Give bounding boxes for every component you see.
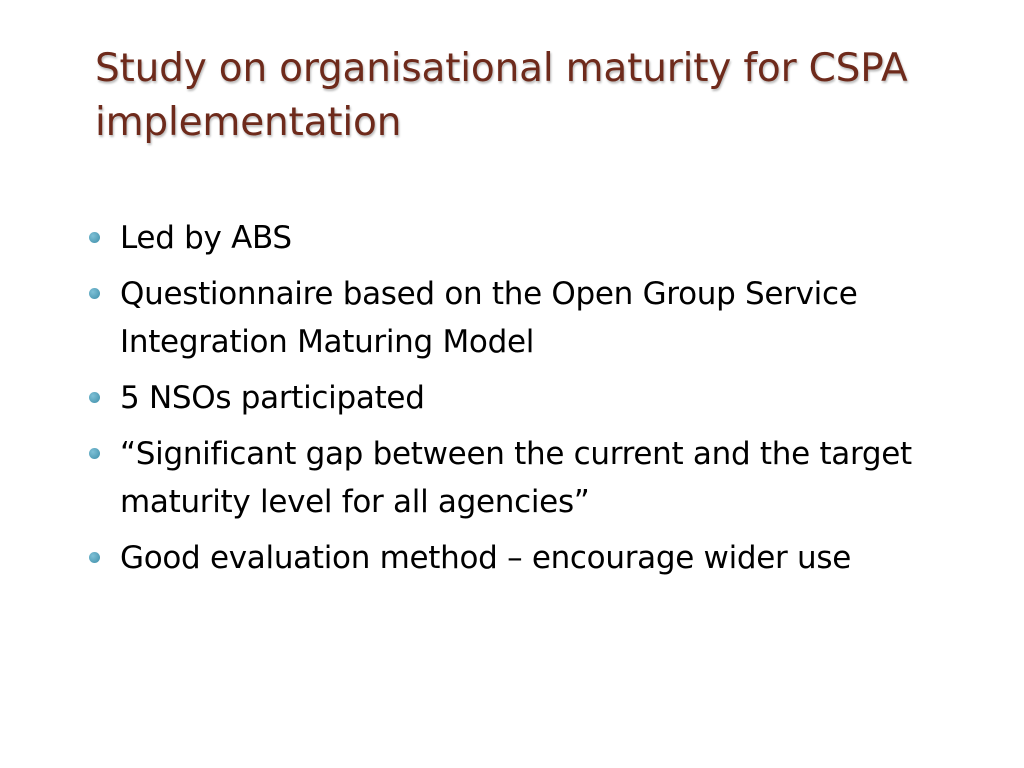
- bullet-dot-icon: [89, 232, 100, 243]
- slide-title: Study on organisational maturity for CSPA implementation: [95, 46, 908, 145]
- bullet-item: [88, 214, 968, 262]
- bullet-item: [88, 534, 968, 582]
- bullet-text: Led by ABS: [120, 220, 292, 256]
- bullet-dot-icon: [89, 392, 100, 403]
- bullet-text: “Significant gap between the current and the target maturity level for all agencies”: [120, 436, 912, 520]
- bullet-text: 5 NSOs participated: [120, 380, 425, 416]
- bullet-dot-icon: [89, 288, 100, 299]
- bullet-list: [88, 214, 968, 590]
- bullet-item: [88, 270, 968, 366]
- bullet-item: [88, 374, 968, 422]
- bullet-text: Good evaluation method – encourage wider use: [120, 540, 852, 576]
- bullet-text: Questionnaire based on the Open Group Service Integration Maturing Model: [120, 276, 858, 360]
- bullet-item: [88, 430, 968, 526]
- bullet-dot-icon: [89, 552, 100, 563]
- bullet-dot-icon: [89, 448, 100, 459]
